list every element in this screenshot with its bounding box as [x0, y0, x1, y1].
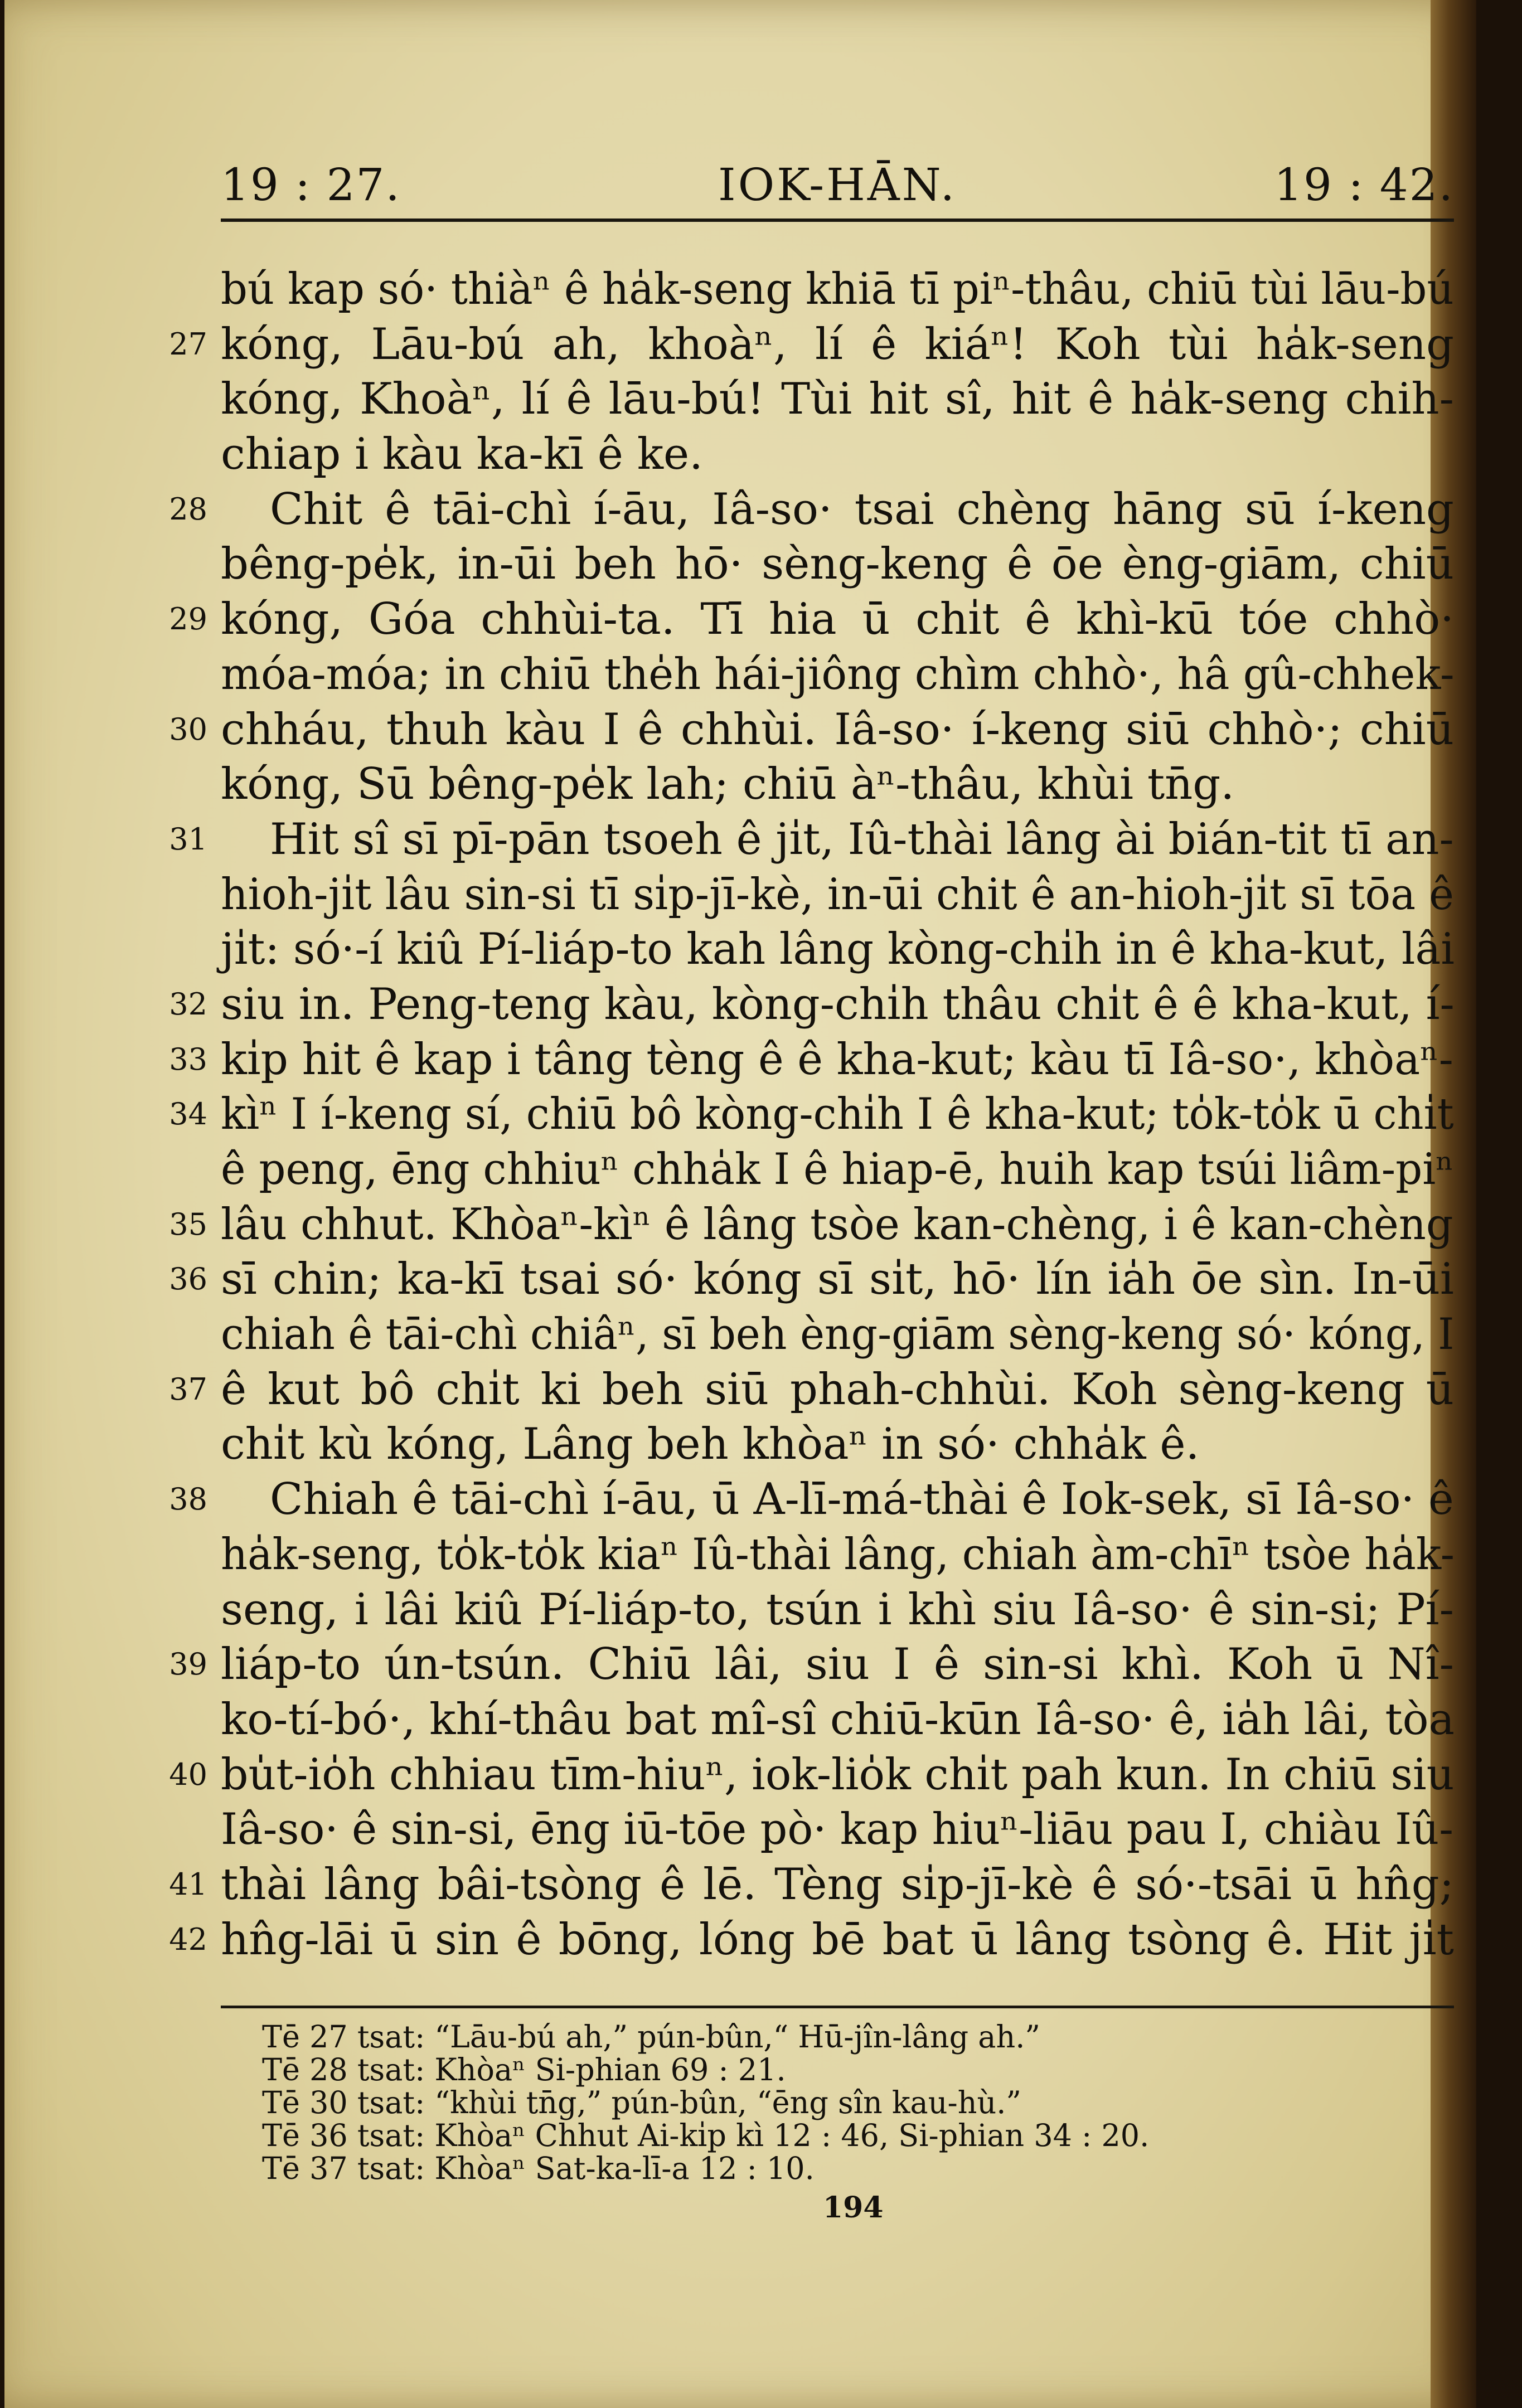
line-text: ê peng, ēng chhiuⁿ chha̍k I ê hiap-ē, huih kap tsúi liâm-piⁿ: [221, 1144, 1454, 1195]
text-line: [169, 702, 1454, 758]
line-text: Iâ-so· ê sin-si, ēng iū-tōe pò· kap hiuⁿ-liāu pau I, chiàu Iû-: [221, 1804, 1454, 1855]
line-text: liáp-to ún-tsún. Chiū lâi, siu I ê sin-si khì. Koh ū Nî-: [221, 1639, 1454, 1690]
text-line: [169, 1747, 1455, 1803]
verse-number: 40: [169, 1756, 207, 1792]
text-line: [169, 592, 1454, 647]
line-text: ko-tí-bó·, khí-thâu bat mî-sî chiū-kūn Iâ-so· ê, ia̍h lâi, tòa: [221, 1694, 1455, 1745]
verse-number: 32: [169, 986, 207, 1022]
verse-number: 31: [169, 821, 207, 857]
text-line: [169, 1912, 1454, 1968]
line-text: lâu chhut. Khòaⁿ-kìⁿ ê lâng tsòe kan-chèng, i ê kan-chèng: [221, 1199, 1453, 1250]
text-line: [169, 977, 1455, 1032]
footnote: Tē 28 tsat: Khòaⁿ Si-phian 69 : 21.: [262, 2052, 786, 2087]
line-text: móa-móa; in chiū the̍h hái-jiông chìm chhò·, hâ gû-chhek-: [221, 649, 1455, 700]
verse-number: 37: [169, 1371, 207, 1407]
text-line: [221, 1582, 1454, 1638]
text-line: [221, 1692, 1454, 1747]
footnote: Tē 27 tsat: “Lāu-bú ah,” pún-bûn,“ Hū-jîn-lâng ah.”: [262, 2019, 1040, 2055]
page-number: 194: [823, 2191, 884, 2225]
text-line: [169, 1032, 1454, 1088]
line-text: bêng-pe̍k, in-ūi beh hō· sèng-keng ê ōe èng-giām, chiū: [221, 539, 1454, 590]
line-text: hn̂g-lāi ū sin ê bōng, lóng bē bat ū lâng tsòng ê. Hit ji̍t: [221, 1914, 1454, 1965]
verse-number: 30: [169, 711, 207, 747]
verse-number: 41: [169, 1866, 207, 1902]
verse-number: 27: [169, 326, 207, 362]
text-line: [221, 262, 1454, 317]
line-text: chiah ê tāi-chì chiâⁿ, sī beh èng-giām sèng-keng só· kóng, I: [221, 1309, 1455, 1360]
line-text: kóng, Sū bêng-pe̍k lah; chiū àⁿ-thâu, khùi tn̄g.: [221, 759, 1235, 810]
line-text: Chiah ê tāi-chì í-āu, ū A-lī-má-thài ê Iok-sek, sī Iâ-so· ê: [270, 1474, 1454, 1525]
text-line: [221, 757, 1454, 812]
line-text: sī chin; ka-kī tsai só· kóng sī si̍t, hō· lín ia̍h ōe sìn. In-ūi: [221, 1254, 1454, 1305]
line-text: siu in. Peng-teng kàu, kòng-chi̍h thâu chi̍t ê ê kha-kut, í-: [221, 979, 1455, 1030]
verse-number: 39: [169, 1647, 207, 1682]
text-line: [221, 372, 1454, 427]
line-text: thài lâng bâi-tsòng ê lē. Tèng si̍p-jī-kè ê só·-tsāi ū hn̂g;: [221, 1859, 1454, 1910]
line-text: hioh-ji̍t lâu sin-si tī si̍p-jī-kè, in-ūi chit ê an-hioh-ji̍t sī tōa ê: [221, 869, 1454, 920]
header-book-title: IOK-HĀN.: [718, 159, 957, 211]
verse-number: 35: [169, 1206, 207, 1242]
line-text: ha̍k-seng, to̍k-to̍k kiaⁿ Iû-thài lâng, chiah àm-chīⁿ tsòe ha̍k-: [221, 1529, 1455, 1580]
text-line: [221, 537, 1454, 592]
line-text: kóng, Khoàⁿ, lí ê lāu-bú! Tùi hit sî, hit ê ha̍k-seng chih-: [221, 374, 1454, 425]
line-text: chi̍t kù kóng, Lâng beh khòaⁿ in só· chha̍k ê.: [221, 1419, 1200, 1470]
verse-number: 29: [169, 601, 207, 637]
line-text: chháu, thuh kàu I ê chhùi. Iâ-so· í-keng siū chhò·; chiū: [221, 704, 1454, 755]
footnote: Tē 37 tsat: Khòaⁿ Sat-ka-lī-a 12 : 10.: [262, 2150, 815, 2186]
footnotes: [262, 2021, 1455, 2185]
footnote-rule: [221, 2006, 1454, 2008]
line-text: bu̍t-io̍h chhiau tīm-hiuⁿ, iok-lio̍k chi̍t pah kun. In chiū siu: [221, 1749, 1455, 1800]
footnote: Tē 36 tsat: Khòaⁿ Chhut Ai-ki̍p kì 12 : 46, Si-phian 34 : 20.: [262, 2118, 1150, 2153]
verse-number: 28: [169, 491, 207, 527]
line-text: kóng, Lāu-bú ah, khoàⁿ, lí ê kiáⁿ! Koh tùi ha̍k-seng: [221, 319, 1454, 370]
verse-number: 42: [169, 1921, 207, 1957]
footnote: Tē 30 tsat: “khùi tn̄g,” pún-bûn, “ēng sîn kau-hù.”: [262, 2085, 1021, 2120]
text-line: [221, 1527, 1454, 1582]
text-line: [221, 1142, 1454, 1197]
running-header: [221, 159, 1454, 215]
text-line: [169, 1472, 1454, 1527]
line-text: seng, i lâi kiû Pí-liáp-to, tsún i khì siu Iâ-so· ê sin-si; Pí-: [221, 1584, 1454, 1635]
verse-number: 38: [169, 1482, 207, 1517]
text-line: [221, 1802, 1454, 1857]
line-text: ji̍t: só·-í kiû Pí-liáp-to kah lâng kòng-chi̍h in ê kha-kut, lâi: [221, 924, 1455, 975]
text-line: [169, 1362, 1454, 1417]
text-line: [221, 647, 1454, 702]
header-chapter-verse-start: 19 : 27.: [221, 159, 401, 211]
header-chapter-verse-end: 19 : 42.: [1274, 159, 1454, 211]
text-line: [169, 1087, 1454, 1142]
main-text: [169, 262, 1455, 1967]
text-line: [221, 1307, 1454, 1362]
line-text: bú kap só· thiàⁿ ê ha̍k-seng khiā tī piⁿ-thâu, chiū tùi lāu-bú: [221, 264, 1454, 314]
line-text: Hit sî sī pī-pān tsoeh ê ji̍t, Iû-thài lâng ài bián-tit tī an-: [270, 814, 1454, 865]
line-text: ki̍p hit ê kap i tâng tèng ê ê kha-kut; kàu tī Iâ-so·, khòaⁿ-: [221, 1034, 1453, 1085]
line-text: kóng, Góa chhùi-ta. Tī hia ū chi̍t ê khì-kū tóe chhò·: [221, 594, 1454, 645]
verse-number: 34: [169, 1096, 207, 1132]
text-line: [169, 1197, 1454, 1252]
text-line: [221, 427, 1454, 482]
line-text: ê kut bô chi̍t ki beh siū phah-chhùi. Koh sèng-keng ū: [221, 1364, 1454, 1415]
text-line: [221, 867, 1454, 923]
verse-number: 36: [169, 1261, 207, 1297]
text-line: [169, 1637, 1454, 1692]
text-line: [221, 922, 1454, 977]
verse-number: 33: [169, 1041, 207, 1077]
text-line: [169, 1857, 1454, 1912]
line-text: Chit ê tāi-chì í-āu, Iâ-so· tsai chèng hāng sū í-keng: [270, 484, 1454, 535]
text-line: [169, 317, 1454, 372]
text-line: [221, 1417, 1454, 1472]
line-text: kìⁿ I í-keng sí, chiū bô kòng-chi̍h I ê kha-kut; to̍k-to̍k ū chi̍t: [221, 1089, 1454, 1140]
text-line: [169, 1252, 1454, 1307]
text-line: [169, 812, 1454, 867]
text-line: [169, 482, 1454, 537]
header-rule: [221, 219, 1454, 222]
book-page: [4, 0, 1476, 2408]
line-text: chiap i kàu ka-kī ê ke.: [221, 429, 703, 480]
